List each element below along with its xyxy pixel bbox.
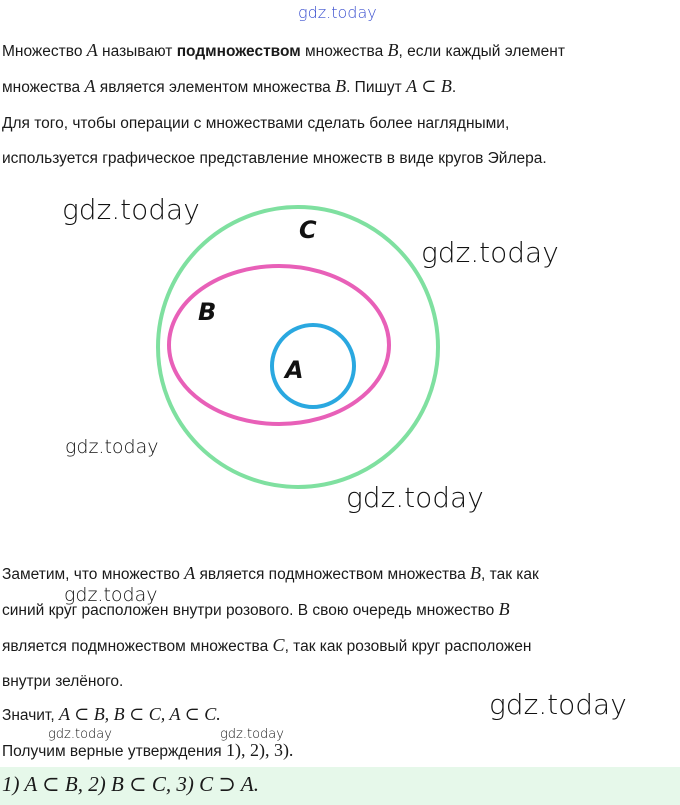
- text: Множество: [2, 43, 87, 60]
- watermark-top: gdz.today: [298, 3, 377, 22]
- text: , если каждый элемент: [398, 43, 565, 60]
- label-c: C: [299, 216, 317, 244]
- text: Значит,: [2, 707, 59, 724]
- text: , так как: [481, 566, 539, 583]
- math-list: 1), 2), 3).: [225, 740, 294, 760]
- bold-term: подмножеством: [176, 43, 301, 60]
- text: Заметим, что множество: [2, 566, 185, 583]
- explanation-line-6: [2, 740, 293, 761]
- text: является элементом множества: [95, 79, 336, 96]
- intro-line-3: Для того, чтобы операции с множествами сделать более наглядными,: [2, 115, 510, 132]
- math-subset: A ⊂ B: [406, 76, 452, 96]
- label-a: A: [285, 356, 304, 384]
- answer-box: [0, 767, 680, 805]
- label-b: B: [198, 298, 217, 326]
- watermark: gdz.today: [65, 436, 159, 458]
- math-b: B: [387, 40, 399, 60]
- text: множества: [300, 43, 388, 60]
- math-a: A: [84, 76, 96, 96]
- watermark: gdz.today: [48, 727, 112, 742]
- text: является подмножеством множества: [195, 566, 471, 583]
- watermark: gdz.today: [62, 193, 200, 226]
- math-a: A: [184, 563, 196, 583]
- text: .: [451, 79, 457, 96]
- text: множества: [2, 79, 85, 96]
- watermark: gdz.today: [64, 584, 158, 606]
- intro-line-4: используется графическое представление множеств в виде кругов Эйлера.: [2, 150, 547, 167]
- math-b: B: [470, 563, 482, 583]
- text: Получим верные утверждения: [2, 743, 226, 760]
- explanation-line-1: [2, 563, 539, 584]
- explanation-line-5: [2, 704, 221, 725]
- watermark: gdz.today: [489, 688, 627, 721]
- math-b: B: [335, 76, 347, 96]
- explanation-line-4: внутри зелёного.: [2, 673, 124, 690]
- math-c: C: [272, 635, 285, 655]
- watermark: gdz.today: [346, 481, 484, 514]
- math-conclusion: A ⊂ B, B ⊂ C, A ⊂ C.: [58, 704, 221, 724]
- answer-text: 1) A ⊂ B, 2) B ⊂ C, 3) C ⊃ A.: [2, 772, 259, 796]
- watermark: gdz.today: [220, 727, 284, 742]
- text: синий круг расположен внутри розового. В свою очередь множество: [2, 602, 499, 619]
- circle-c: [158, 207, 438, 487]
- text: . Пишут: [346, 79, 407, 96]
- math-b: B: [498, 599, 510, 619]
- text: называют: [97, 43, 177, 60]
- explanation-line-3: [2, 635, 531, 656]
- math-a: A: [86, 40, 98, 60]
- text: является подмножеством множества: [2, 638, 273, 655]
- text: , так как розовый круг расположен: [284, 638, 532, 655]
- watermark: gdz.today: [421, 236, 559, 269]
